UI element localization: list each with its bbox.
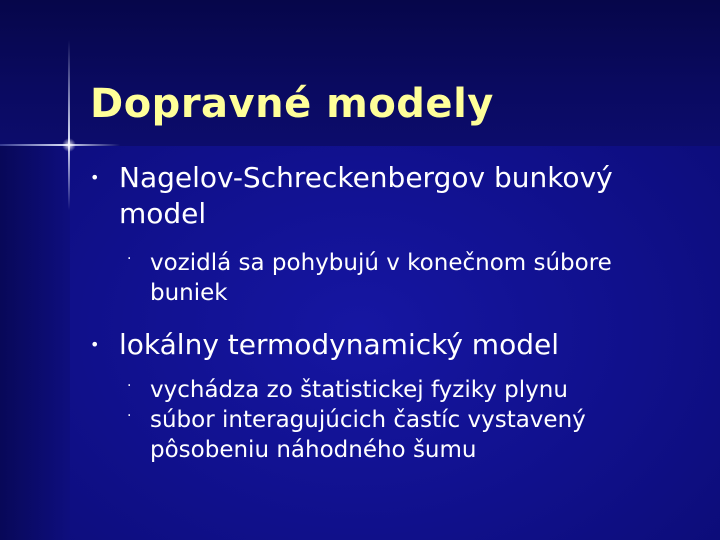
sub-bullet-marker: ·	[127, 251, 132, 267]
bullet-text-line: lokálny termodynamický model	[119, 328, 559, 361]
bullet-item	[90, 160, 690, 232]
sub-bullet-text-line: buniek	[150, 280, 228, 306]
decorative-line-horizontal	[0, 144, 120, 146]
sub-bullet-text-line: vozidlá sa pohybujú v konečnom súbore	[150, 250, 612, 276]
slide-title: Dopravné modely	[90, 81, 494, 127]
sub-bullet-text-line: pôsobeniu náhodného šumu	[150, 437, 477, 463]
bullet-item	[90, 327, 690, 363]
bullet-marker: •	[90, 168, 100, 187]
decorative-line-vertical	[68, 40, 70, 210]
sub-bullet-item	[90, 405, 690, 465]
sub-bullet-marker: ·	[127, 378, 132, 394]
bullet-text-line: model	[119, 197, 207, 230]
decorative-sparkle	[62, 138, 76, 152]
sub-bullet-text-line: vychádza zo štatistickej fyziky plynu	[150, 377, 568, 403]
sub-bullet-marker: ·	[127, 408, 132, 424]
bullet-list	[90, 160, 690, 465]
bullet-text-line: Nagelov-Schreckenbergov bunkový	[119, 161, 613, 194]
sub-bullet-item	[90, 248, 690, 308]
sub-bullet-item	[90, 375, 690, 405]
bullet-marker: •	[90, 335, 100, 354]
left-band	[0, 146, 70, 540]
sub-bullet-text-line: súbor interagujúcich častíc vystavený	[150, 407, 586, 433]
